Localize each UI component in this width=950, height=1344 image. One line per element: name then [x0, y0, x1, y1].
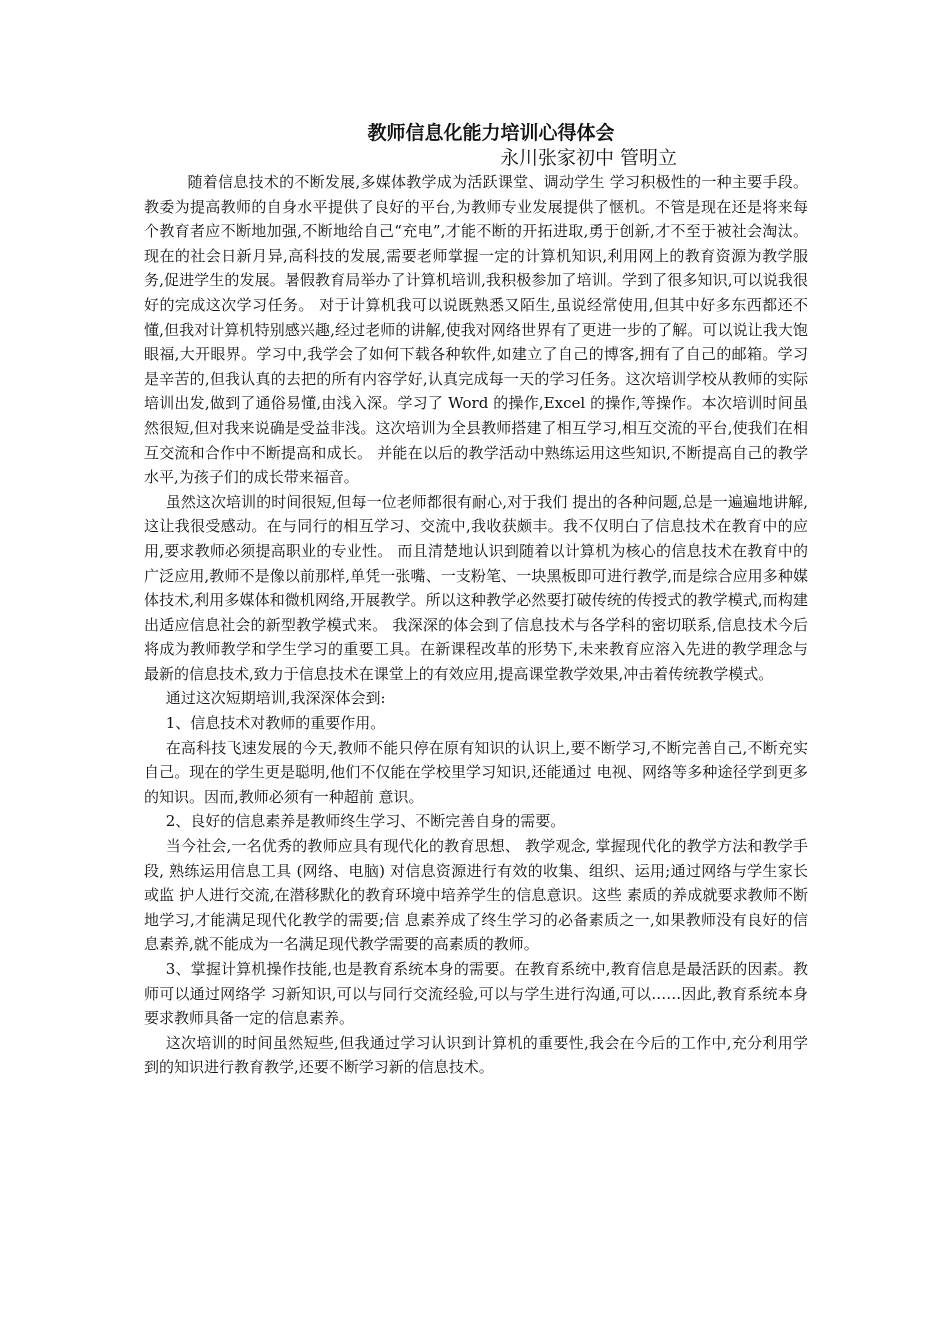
author-line: 永川张家初中 管明立 [500, 147, 678, 169]
heading-point-1: 1、信息技术对教师的重要作用。 [165, 714, 386, 733]
paragraph-intro: 随着信息技术的不断发展,多媒体教学成为活跃课堂、调动学生 学习积极性的一种主要手段。 教委为提高教师的自身水平提供了良好的平台,为教师专业发展提供了惬机。不管是现在还是将来每个教育者应不断地加强,不断地给自己“充电”,才能不断的开拓进取,勇于创新,才不至于被社会淘汰。现在的社会日新月异,高科技的发展,需要老师掌握一定的计算机知识,利用网上的教育资源为教学服务,促进学生的发展。暑假教育局举办了计算机培训,我积极参加了培训。学到了很多知识,可以说我很好的完成这次学习任务。 对于计算机我可以说既熟悉又陌生,虽说经常使用,但其中好多东西都还不懂,但我对计算机特别感兴趣,经过老师的讲解,使我对网络世界有了更进一步的了解。可以说让我大饱眼福,大开眼界。学习中,我学会了如何下载各种软件,如建立了自己的博客,拥有了自己的邮箱。学习是辛苦的,但我认真的去把的所有内容学好,认真完成每一天的学习任务。这次培训学校从教师的实际培训出发,做到了通俗易懂,由浅入深。学习了 Word 的操作,Excel 的操作,等操作。本次培训时间虽然很短,但对我来说确是受益非浅。这次培训为全县教师搭建了相互学习,相互交流的平台,使我们在相互交流和合作中不断提高和成长。 并能在以后的教学活动中熟练运用这些知识,不断提高自己的教学水平,为孩子们的成长带来福音。 [144, 173, 808, 487]
paragraph-point-2: 当今社会,一名优秀的教师应具有现代化的教育思想、 教学观念, 掌握现代化的教学方法和教学手段, 熟练运用信息工具 (网络、电脑) 对信息资源进行有效的收集、组织、运用;通过网络与学生家长或监 护人进行交流,在潜移默化的教育环境中培养学生的信息意识。这些 素质的养成就要求教师不断地学习,才能满足现代化教学的需要;信 息素养成了终生学习的必备素质之一,如果教师没有良好的信息素养,就不能成为一名满足现代教学需要的高素质的教师。 [144, 837, 808, 954]
heading-point-2: 2、良好的信息素养是教师终生学习、不断完善自身的需要。 [165, 812, 566, 831]
paragraph-point-3: 3、掌握计算机操作技能,也是教育系统本身的需要。在教育系统中,教育信息是最活跃的因素。教师可以通过网络学 习新知识,可以与同行交流经验,可以与学生进行沟通,可以……因此,教育系统本身要求教师具备一定的信息素养。 [144, 960, 808, 1028]
paragraph-summary-lead: 通过这次短期培训,我深深体会到: [165, 689, 386, 708]
paragraph-conclusion: 这次培训的时间虽然短些,但我通过学习认识到计算机的重要性,我会在今后的工作中,充分利用学到的知识进行教育教学,还要不断学习新的信息技术。 [144, 1033, 808, 1077]
paragraph-point-1: 在高科技飞速发展的今天,教师不能只停在原有知识的认识上,要不断学习,不断完善自己,不断充实自己。现在的学生更是聪明,他们不仅能在学校里学习知识,还能通过 电视、网络等多种途径学到更多的知识。因而,教师必须有一种超前 意识。 [144, 738, 808, 806]
document-page [144, 120, 808, 1080]
document-title: 教师信息化能力培训心得体会 [367, 122, 615, 144]
paragraph-reflection: 虽然这次培训的时间很短,但每一位老师都很有耐心,对于我们 提出的各种问题,总是一遍遍地讲解,这让我很受感动。在与同行的相互学习、交流中,我收获颇丰。我不仅明白了信息技术在教育中的应用,要求教师必须提高职业的专业性。 而且清楚地认识到随着以计算机为核心的信息技术在教育中的广泛应用,教师不是像以前那样,单凭一张嘴、一支粉笔、一块黑板即可进行教学,而是综合应用多种媒体技术,利用多媒体和微机网络,开展教学。所以这种教学必然要打破传统的传授式的教学模式,而构建出适应信息社会的新型教学模式来。 我深深的体会到了信息技术与各学科的密切联系,信息技术今后将成为教师教学和学生学习的重要工具。在新课程改革的形势下,未来教育应溶入先进的教学理念与最新的信息技术,致力于信息技术在课堂上的有效应用,提高课堂教学效果,冲击着传统教学模式。 [144, 492, 808, 683]
